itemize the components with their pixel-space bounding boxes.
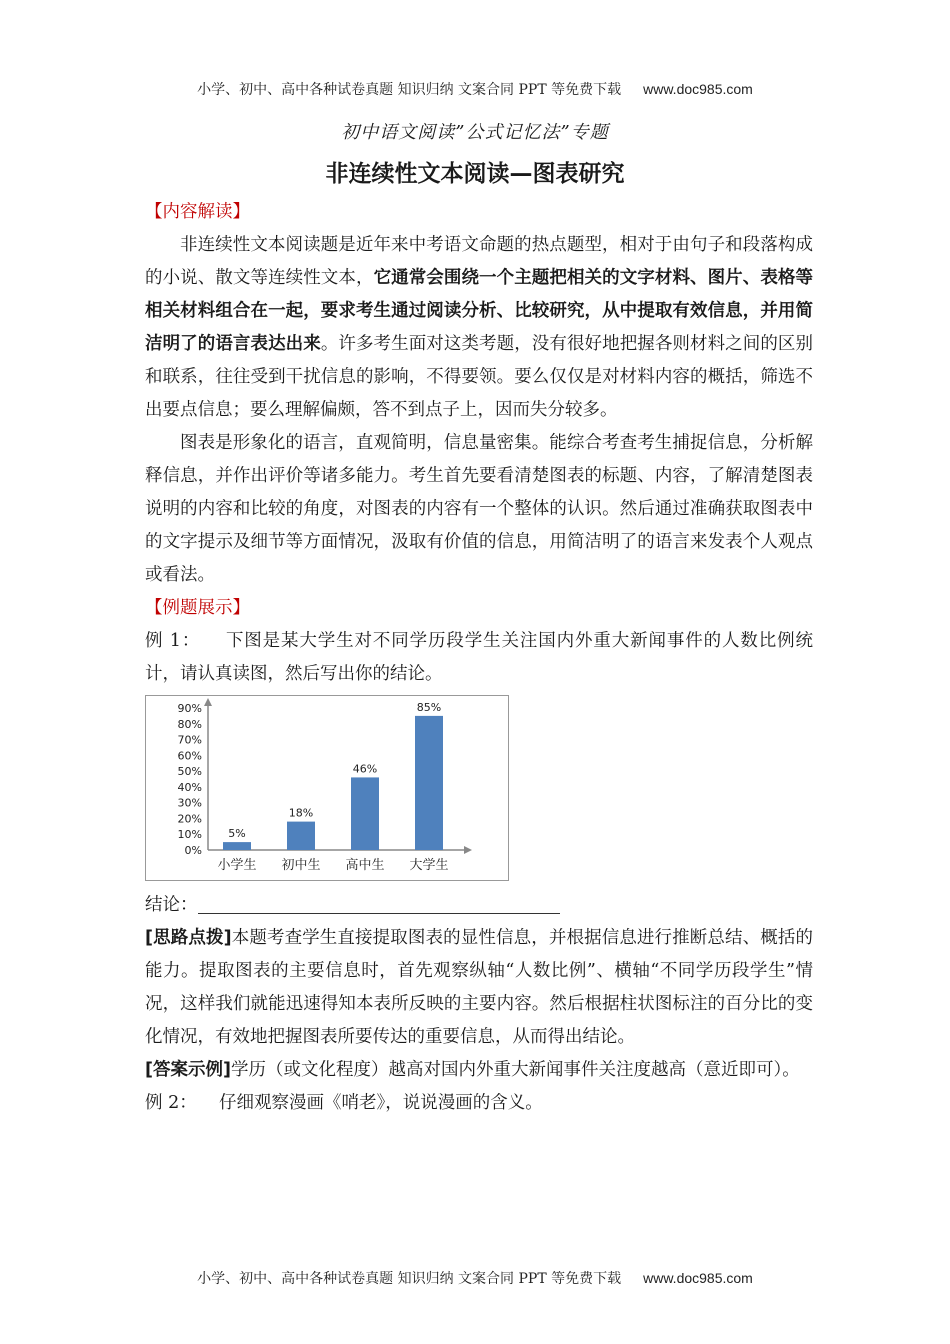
y-tick-label: 10% (177, 828, 202, 842)
y-tick-label: 80% (177, 717, 202, 731)
conclusion-label: 结论： (145, 895, 198, 915)
x-category-label: 大学生 (409, 858, 449, 873)
document-title: 非连续性文本阅读—图表研究 (325, 161, 625, 187)
answer-text: 学历（或文化程度）越高对国内外重大新闻事件关注度越高（意近即可）。 (231, 1060, 800, 1080)
page-header (0, 79, 950, 99)
example-2-text: 仔细观察漫画《哨老》，说说漫画的含义。 (218, 1093, 543, 1113)
paragraph-1-bold: 它通常会围绕一个主题把相关的文字材料、图片、表格等相关材料组合在一起，要求考生通过阅读分析、比较研究，从中提取有效信息，并用简洁明了的语言表达出来 (145, 268, 814, 354)
y-tick-label: 70% (177, 733, 202, 747)
paragraph-1-text-a: 非连续性文本阅读题是近年来中考语文命题的热点题型，相对于由句子和段落构成的小说、散文等连续性文本， (145, 235, 813, 288)
x-category-label: 初中生 (281, 858, 321, 873)
y-axis-arrow (204, 698, 212, 706)
paragraph-1 (145, 229, 813, 427)
paragraph-2: 图表是形象化的语言，直观简明，信息量密集。能综合考查考生捕捉信息，分析解释信息，并作出评价等诸多能力。考生首先要看清楚图表的标题、内容，了解清楚图表说明的内容和比较的角度，对图表的内容有一个整体的认识。然后通过准确获取图表中的文字提示及细节等方面情况，汲取有价值的信息，用简洁明了的语言来发表个人观点或看法。 (145, 433, 813, 585)
x-category-label: 小学生 (217, 858, 257, 873)
example-1-text: 下图是某大学生对不同学历段学生关注国内外重大新闻事件的人数比例统计，请认真读图，然后写出你的结论。 (145, 631, 813, 684)
footer-text: 小学、初中、高中各种试卷真题 知识归纳 文案合同 PPT 等免费下载 (197, 1271, 622, 1287)
header-text: 小学、初中、高中各种试卷真题 知识归纳 文案合同 PPT 等免费下载 (197, 82, 622, 98)
x-axis-arrow (464, 846, 472, 854)
bar-3 (351, 777, 379, 850)
bar-2 (287, 822, 315, 850)
bar-4 (415, 716, 443, 850)
example-1-label: 例 1： (145, 631, 201, 651)
bar-data-label: 85% (416, 700, 442, 714)
bar-1 (223, 842, 251, 850)
example-2 (145, 1087, 813, 1120)
x-category-label: 高中生 (345, 858, 385, 873)
paragraph-1-text-c: 。许多考生面对这类考题，没有很好地把握各则材料之间的区别和联系，往往受到干扰信息的影响，不得要领。要么仅仅是对材料内容的概括，筛选不出要点信息；要么理解偏颇，答不到点子上，因而失分较多。 (145, 334, 813, 420)
y-tick-label: 40% (177, 780, 202, 794)
bar-chart (145, 695, 509, 881)
answer-label: [答案示例] (145, 1060, 231, 1080)
page-footer (0, 1268, 950, 1288)
y-tick-label: 30% (177, 796, 202, 810)
bar-data-label: 46% (352, 762, 378, 776)
bar-chart-svg (146, 696, 508, 880)
conclusion-row (145, 889, 813, 922)
y-tick-label: 0% (184, 844, 202, 857)
bar-data-label: 5% (228, 827, 246, 841)
example-2-label: 例 2： (145, 1093, 197, 1113)
hint-text: 本题考查学生直接提取图表的显性信息，并根据信息进行推断总结、概括的能力。提取图表的主要信息时，首先观察纵轴“人数比例”、横轴“不同学历段学生”情况，这样我们就能迅速得知本表所反映的主要内容。然后根据柱状图标注的百分比的变化情况，有效地把握图表所要传达的重要信息，从而得出结论。 (145, 928, 813, 1047)
y-tick-label: 60% (177, 749, 202, 763)
y-tick-label: 90% (177, 702, 202, 715)
bar-data-label: 18% (288, 806, 314, 820)
y-tick-label: 20% (177, 812, 202, 826)
example-1 (145, 625, 813, 691)
section-heading-content: 【内容解读】 (145, 202, 250, 222)
y-tick-label: 50% (177, 765, 202, 779)
footer-site[interactable]: www.doc985.com (643, 1270, 753, 1286)
header-site[interactable]: www.doc985.com (643, 81, 753, 97)
section-heading-examples: 【例题展示】 (145, 598, 250, 618)
hint-paragraph (145, 922, 813, 1054)
answer-blank-line[interactable] (198, 895, 560, 914)
document-body (145, 196, 813, 1120)
hint-label: [思路点拨] (145, 928, 232, 948)
document-subtitle: 初中语文阅读”公式记忆法”专题 (341, 122, 609, 143)
answer-paragraph (145, 1054, 813, 1087)
